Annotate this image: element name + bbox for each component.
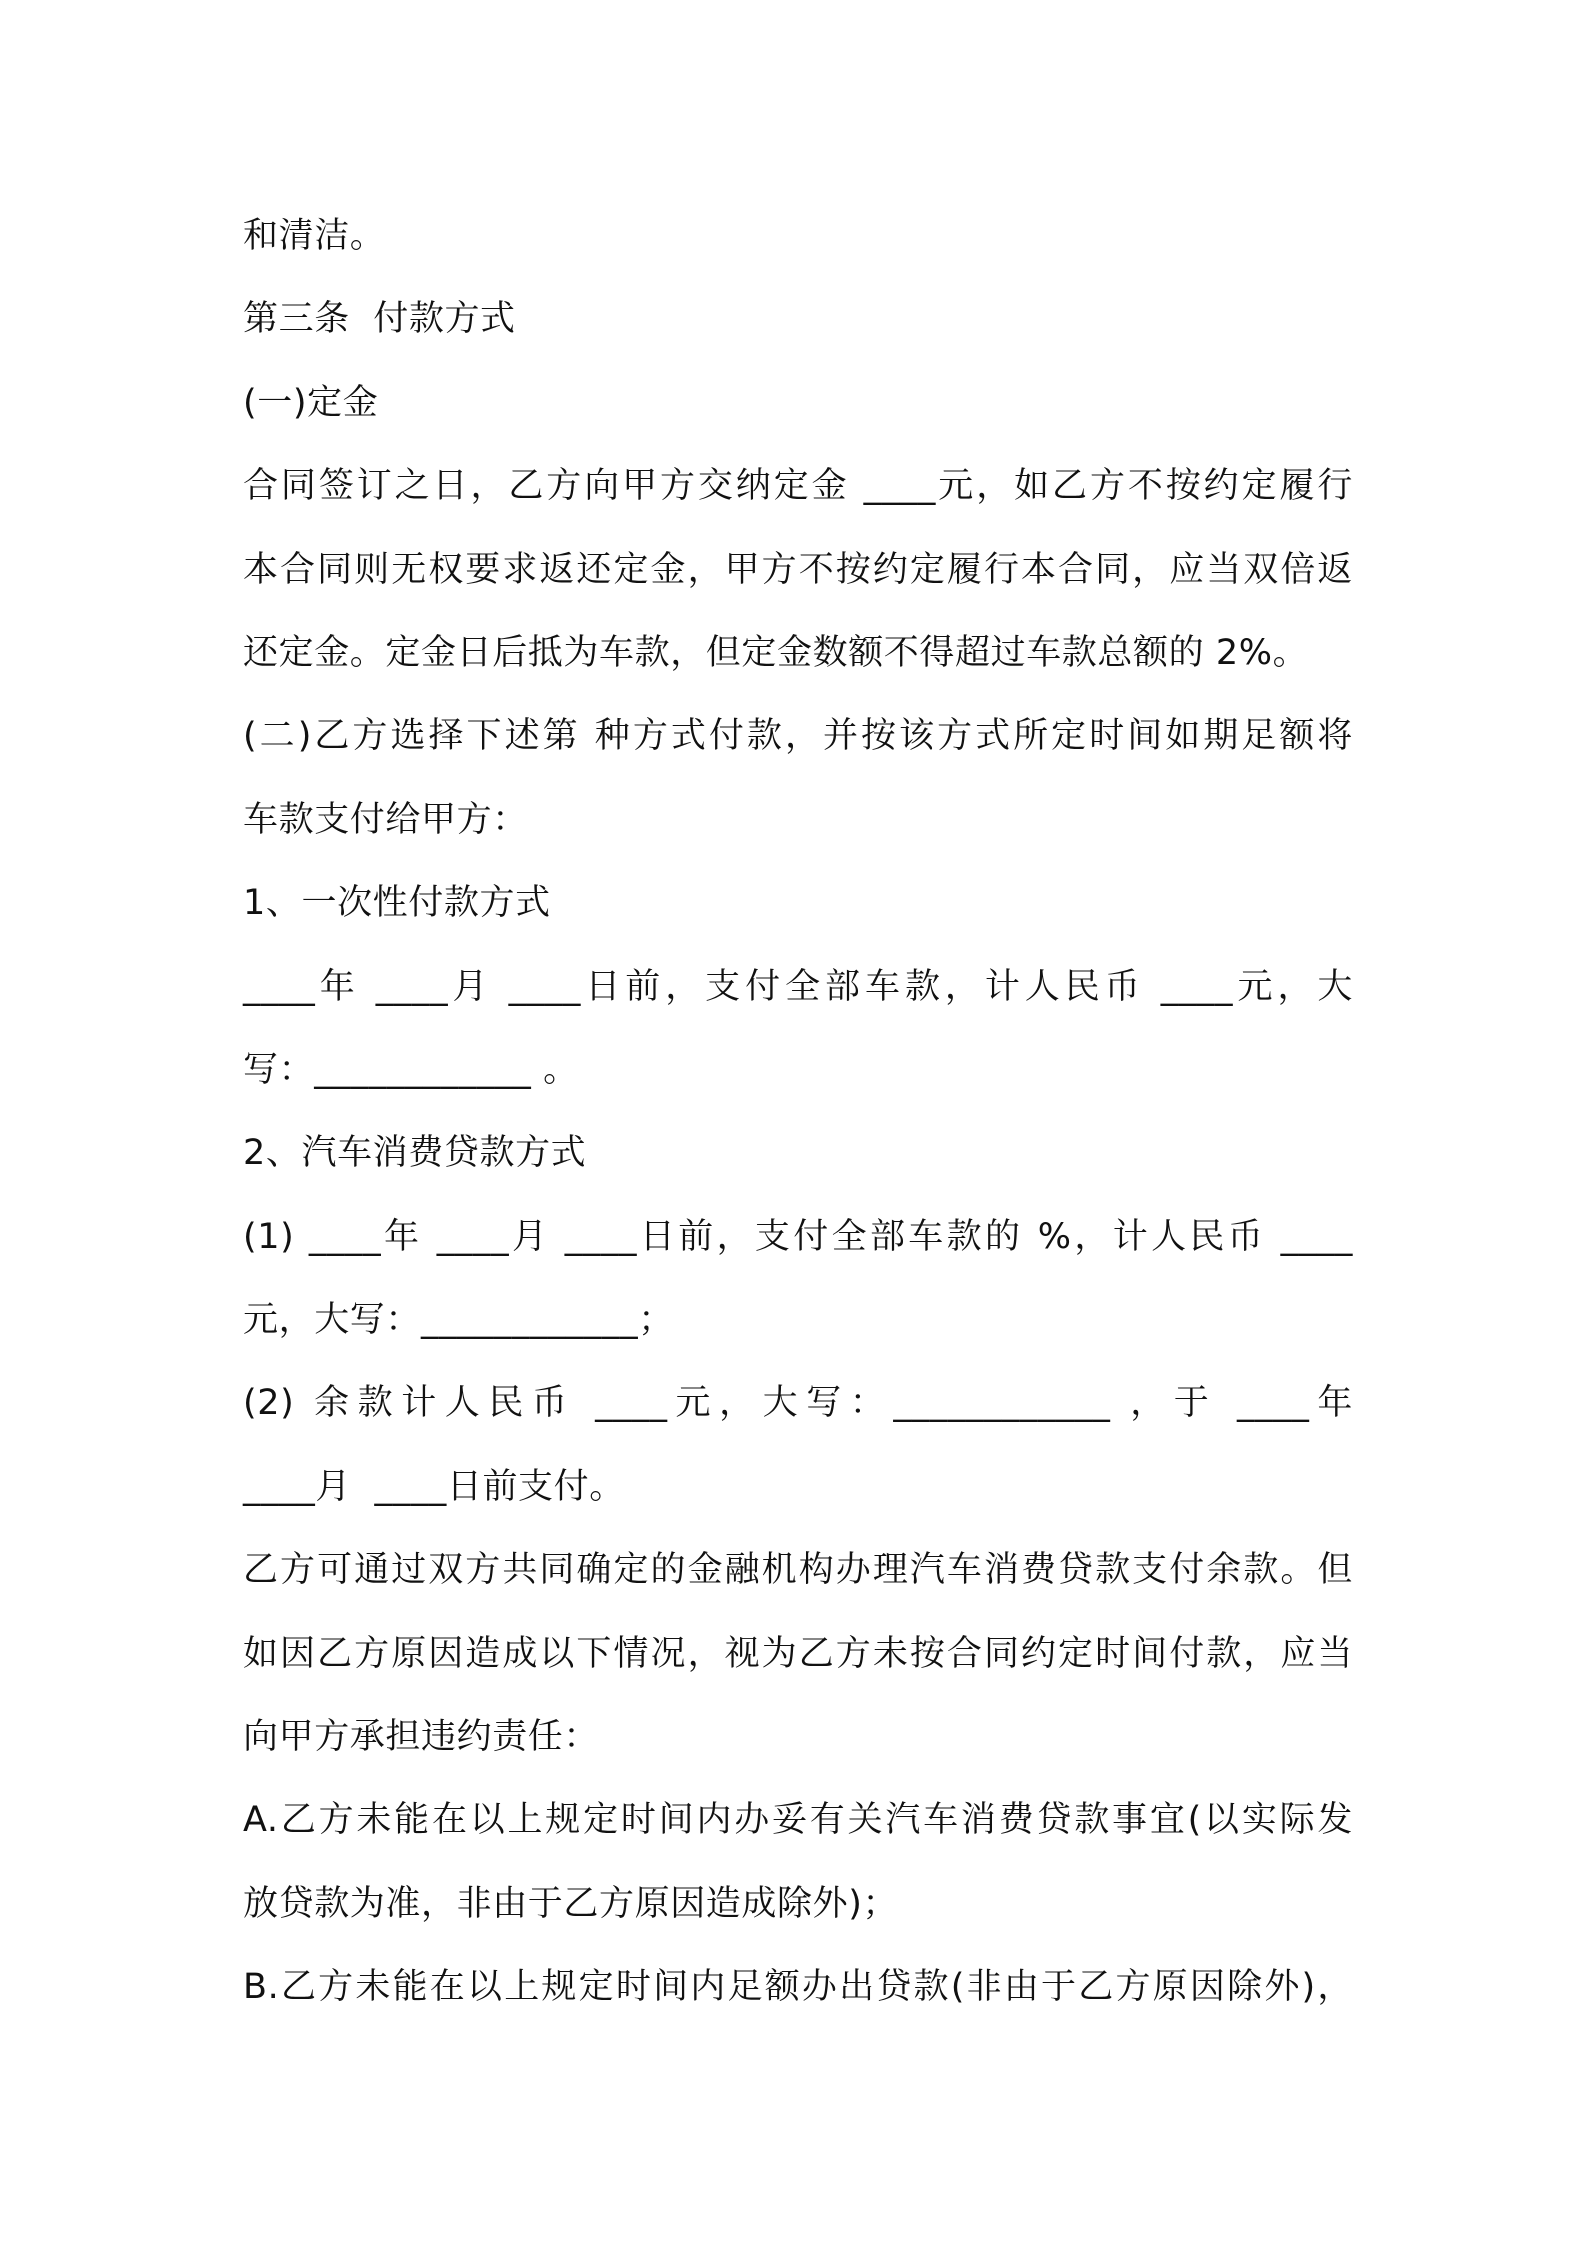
text-line: ____年 ____月 ____日前，支付全部车款，计人民币 ____元，大 <box>243 966 1353 1007</box>
text-line: A.乙方未能在以上规定时间内办妥有关汽车消费贷款事宜(以实际发 <box>243 1800 1353 1841</box>
text-line: (2) 余款计人民币 ____元，大写：____________ ，于 ____年 <box>243 1383 1353 1424</box>
contract-text-body <box>243 195 1353 2030</box>
text-line: ____月 ____日前支付。 <box>243 1466 625 1507</box>
text-line: 合同签订之日，乙方向甲方交纳定金 ____元，如乙方不按约定履行 <box>243 466 1353 507</box>
text-line: 和清洁。 <box>243 216 386 256</box>
text-line: 如因乙方原因造成以下情况，视为乙方未按合同约定时间付款，应当 <box>243 1633 1353 1674</box>
article-heading: 第三条 付款方式 <box>243 299 516 340</box>
text-line: 车款支付给甲方： <box>243 799 528 840</box>
text-line: 写：____________ 。 <box>243 1049 579 1090</box>
text-line: 乙方可通过双方共同确定的金融机构办理汽车消费贷款支付余款。但 <box>243 1550 1353 1591</box>
subsection-heading: 1、一次性付款方式 <box>243 883 551 924</box>
text-line: 还定金。定金日后抵为车款，但定金数额不得超过车款总额的 2%。 <box>243 632 1309 673</box>
text-line: 向甲方承担违约责任： <box>243 1717 600 1758</box>
section-heading: (一)定金 <box>243 382 379 423</box>
subsection-heading: 2、汽车消费贷款方式 <box>243 1133 587 1174</box>
text-line: (1) ____年 ____月 ____日前，支付全部车款的 %，计人民币 ____ <box>243 1216 1353 1257</box>
text-line: 放贷款为准，非由于乙方原因造成除外)； <box>243 1883 899 1924</box>
text-line: 本合同则无权要求返还定金，甲方不按约定履行本合同，应当双倍返 <box>243 549 1353 590</box>
text-line: (二)乙方选择下述第 种方式付款，并按该方式所定时间如期足额将 <box>243 716 1353 757</box>
text-line: B.乙方未能在以上规定时间内足额办出贷款(非由于乙方原因除外)， <box>243 1967 1353 2008</box>
text-line: 元，大写：____________； <box>243 1300 674 1341</box>
